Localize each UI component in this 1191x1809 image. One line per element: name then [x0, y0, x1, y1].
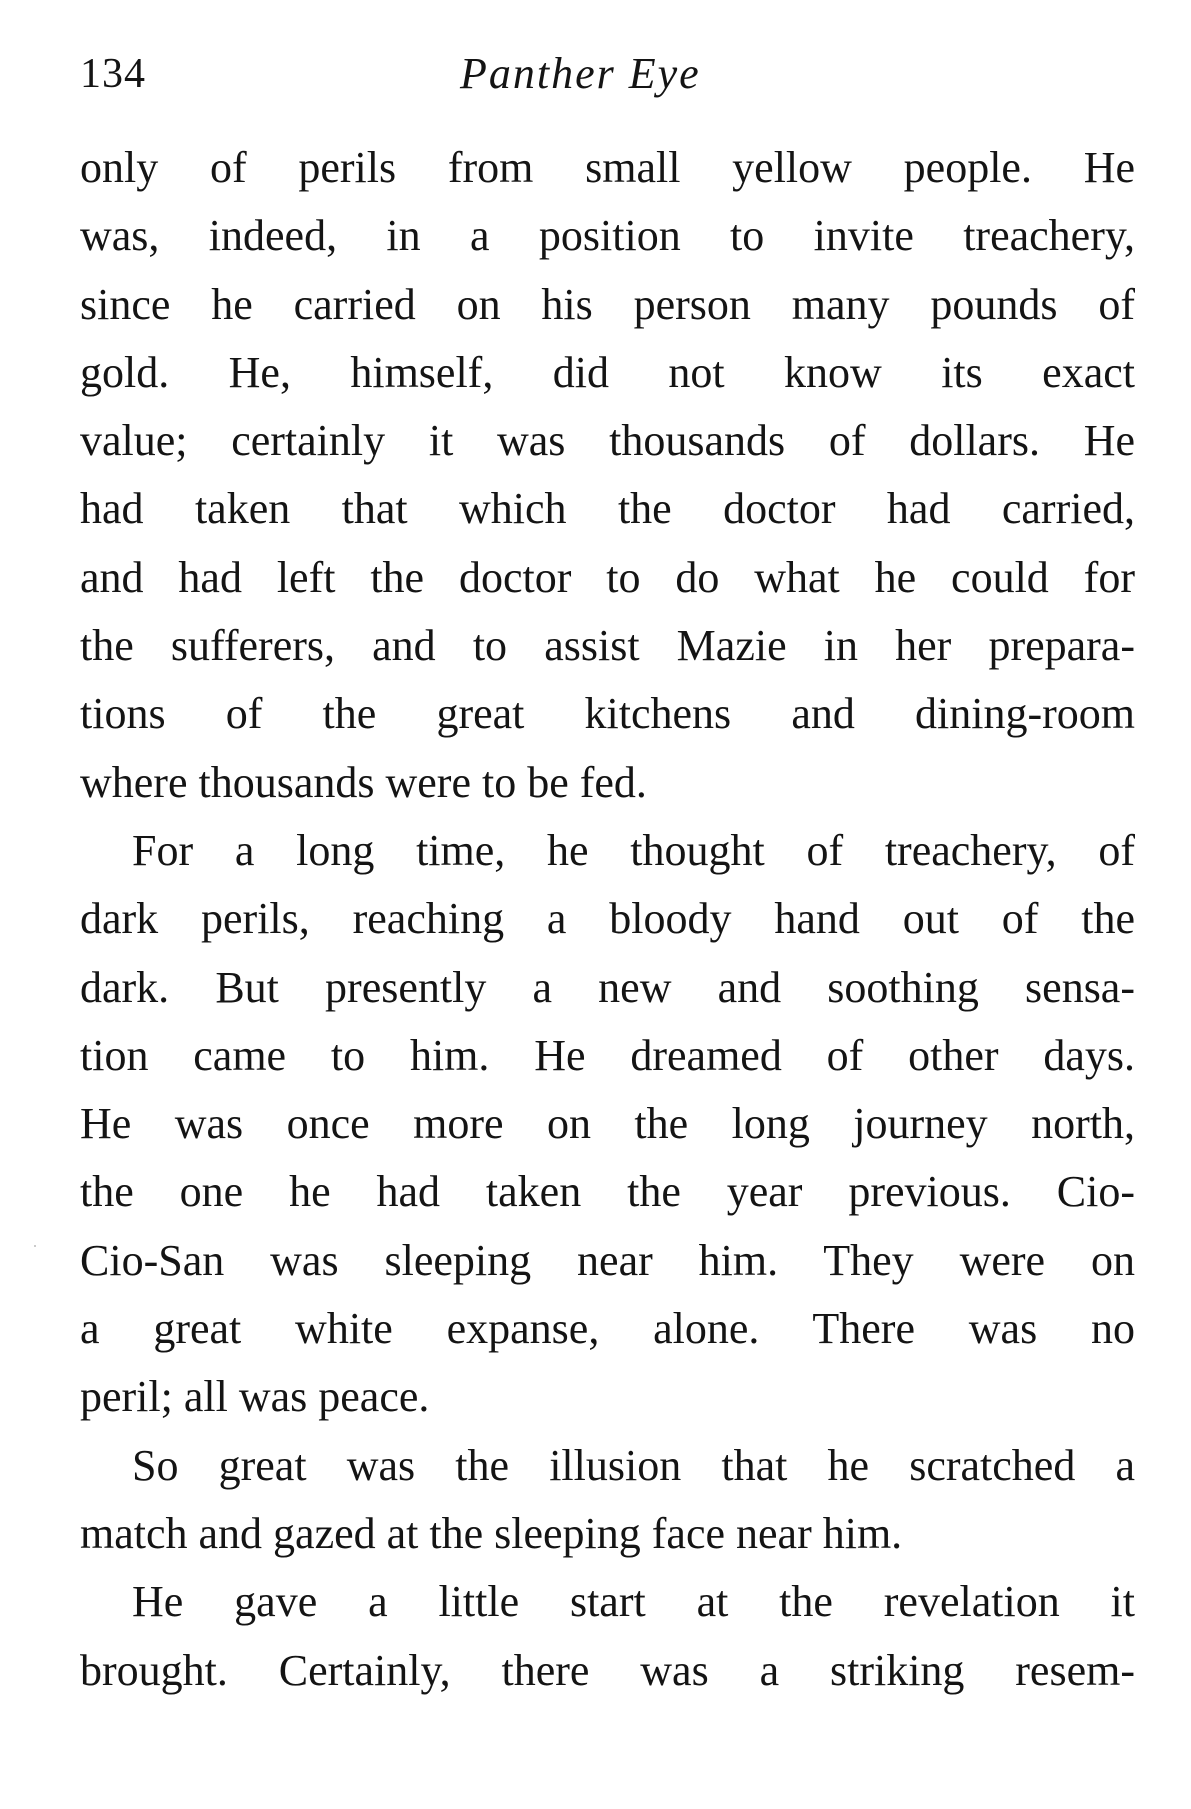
- text-line: He was once more on the long journey north,: [80, 1099, 1135, 1149]
- body-text: [80, 134, 1135, 1705]
- text-line: a great white expanse, alone. There was no: [80, 1304, 1135, 1354]
- text-line: brought. Certainly, there was a striking resem-: [80, 1645, 1135, 1695]
- text-line: value; certainly it was thousands of dollars. He: [80, 416, 1135, 466]
- page-header: [80, 44, 1130, 104]
- text-line: where thousands were to be fed.: [80, 757, 647, 807]
- text-line: tions of the great kitchens and dining-room: [80, 689, 1135, 739]
- page-number: 134: [80, 51, 146, 97]
- text-line: dark. But presently a new and soothing sensa-: [80, 962, 1135, 1012]
- text-line: match and gazed at the sleeping face near him.: [80, 1508, 903, 1558]
- running-title: Panther Eye: [460, 49, 701, 98]
- print-speck: [34, 1245, 36, 1247]
- text-line: gold. He, himself, did not know its exact: [80, 347, 1135, 397]
- text-line: He gave a little start at the revelation it: [132, 1577, 1135, 1627]
- text-line: So great was the illusion that he scratched a: [132, 1440, 1135, 1490]
- text-line: peril; all was peace.: [80, 1372, 430, 1422]
- text-line: was, indeed, in a position to invite treachery,: [80, 211, 1135, 261]
- text-line: only of perils from small yellow people. He: [80, 143, 1135, 192]
- text-line: since he carried on his person many pounds of: [80, 279, 1135, 329]
- text-line: dark perils, reaching a bloody hand out of the: [80, 894, 1135, 944]
- text-line: the one he had taken the year previous. Cio-: [80, 1167, 1135, 1217]
- text-line: Cio-San was sleeping near him. They were on: [80, 1235, 1135, 1285]
- text-line: the sufferers, and to assist Mazie in her prepara-: [80, 621, 1135, 671]
- text-line: had taken that which the doctor had carried,: [80, 484, 1135, 534]
- text-line: For a long time, he thought of treachery, of: [132, 825, 1135, 875]
- text-line: tion came to him. He dreamed of other days.: [80, 1030, 1135, 1080]
- text-line: and had left the doctor to do what he could for: [80, 552, 1135, 602]
